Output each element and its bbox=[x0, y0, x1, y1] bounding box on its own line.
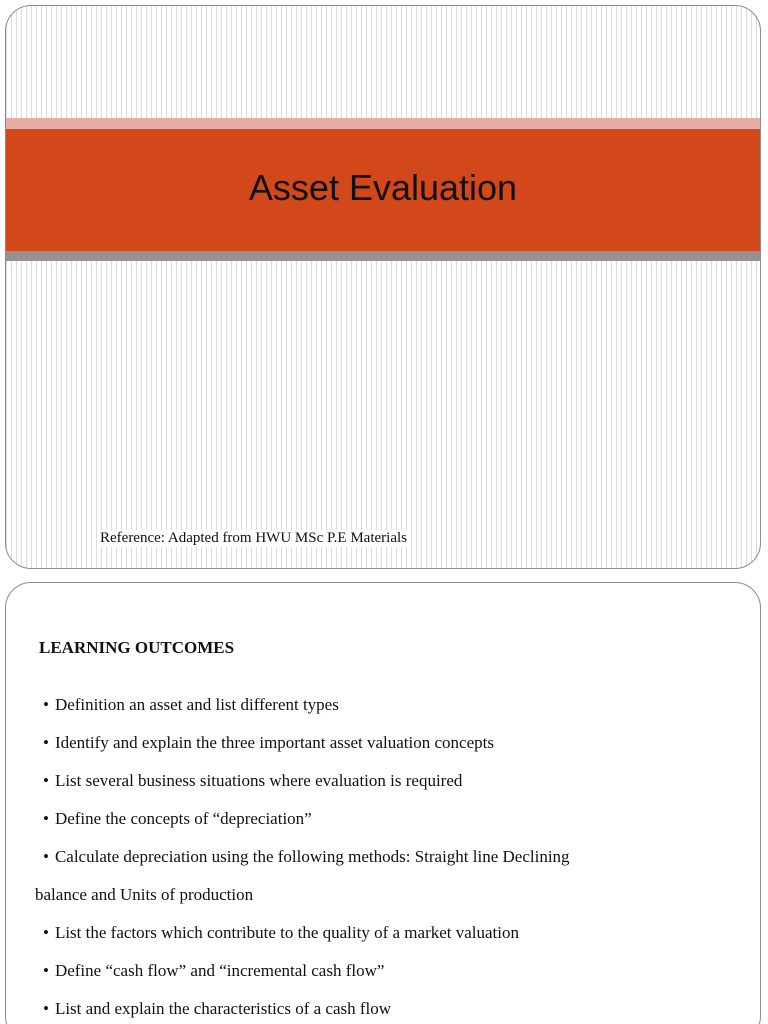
list-item bbox=[43, 762, 743, 800]
list-item-text: Define “cash flow” and “incremental cash flow” bbox=[54, 961, 385, 980]
list-item-text: Define the concepts of “depreciation” bbox=[54, 809, 312, 828]
list-item bbox=[43, 952, 743, 990]
bullet-icon: • bbox=[43, 733, 49, 752]
title-slide bbox=[5, 5, 761, 569]
list-item bbox=[43, 724, 743, 762]
list-item-text: Identify and explain the three important asset valuation concepts bbox=[54, 733, 494, 752]
bullet-icon: • bbox=[43, 847, 49, 866]
list-item bbox=[43, 914, 743, 952]
title-band-bottom bbox=[6, 251, 760, 261]
list-item-text: List several business situations where evaluation is required bbox=[54, 771, 463, 790]
bullet-icon: • bbox=[43, 809, 49, 828]
learning-outcomes-list bbox=[35, 686, 743, 1024]
reference-text: Reference: Adapted from HWU MSc P.E Materials bbox=[100, 530, 407, 546]
list-item-text: balance and Units of production bbox=[35, 885, 254, 904]
list-item-text: List the factors which contribute to the quality of a market valuation bbox=[54, 923, 520, 942]
list-item bbox=[43, 800, 743, 838]
list-item bbox=[43, 990, 743, 1024]
title-band-top bbox=[6, 118, 760, 129]
learning-outcomes-heading: LEARNING OUTCOMES bbox=[39, 638, 235, 657]
bullet-icon: • bbox=[43, 961, 49, 980]
list-item bbox=[43, 838, 743, 876]
bullet-icon: • bbox=[43, 771, 49, 790]
slide-title: Asset Evaluation bbox=[248, 167, 518, 208]
list-item-text: Definition an asset and list different types bbox=[54, 695, 339, 714]
list-item-text: List and explain the characteristics of a cash flow bbox=[54, 999, 392, 1018]
list-item-text: Calculate depreciation using the following methods: Straight line Declining bbox=[54, 847, 570, 866]
bullet-icon: • bbox=[43, 695, 49, 714]
list-item bbox=[43, 686, 743, 724]
list-item-continuation bbox=[35, 876, 743, 914]
bullet-icon: • bbox=[43, 999, 49, 1018]
bullet-icon: • bbox=[43, 923, 49, 942]
learning-outcomes-slide bbox=[5, 582, 761, 1024]
